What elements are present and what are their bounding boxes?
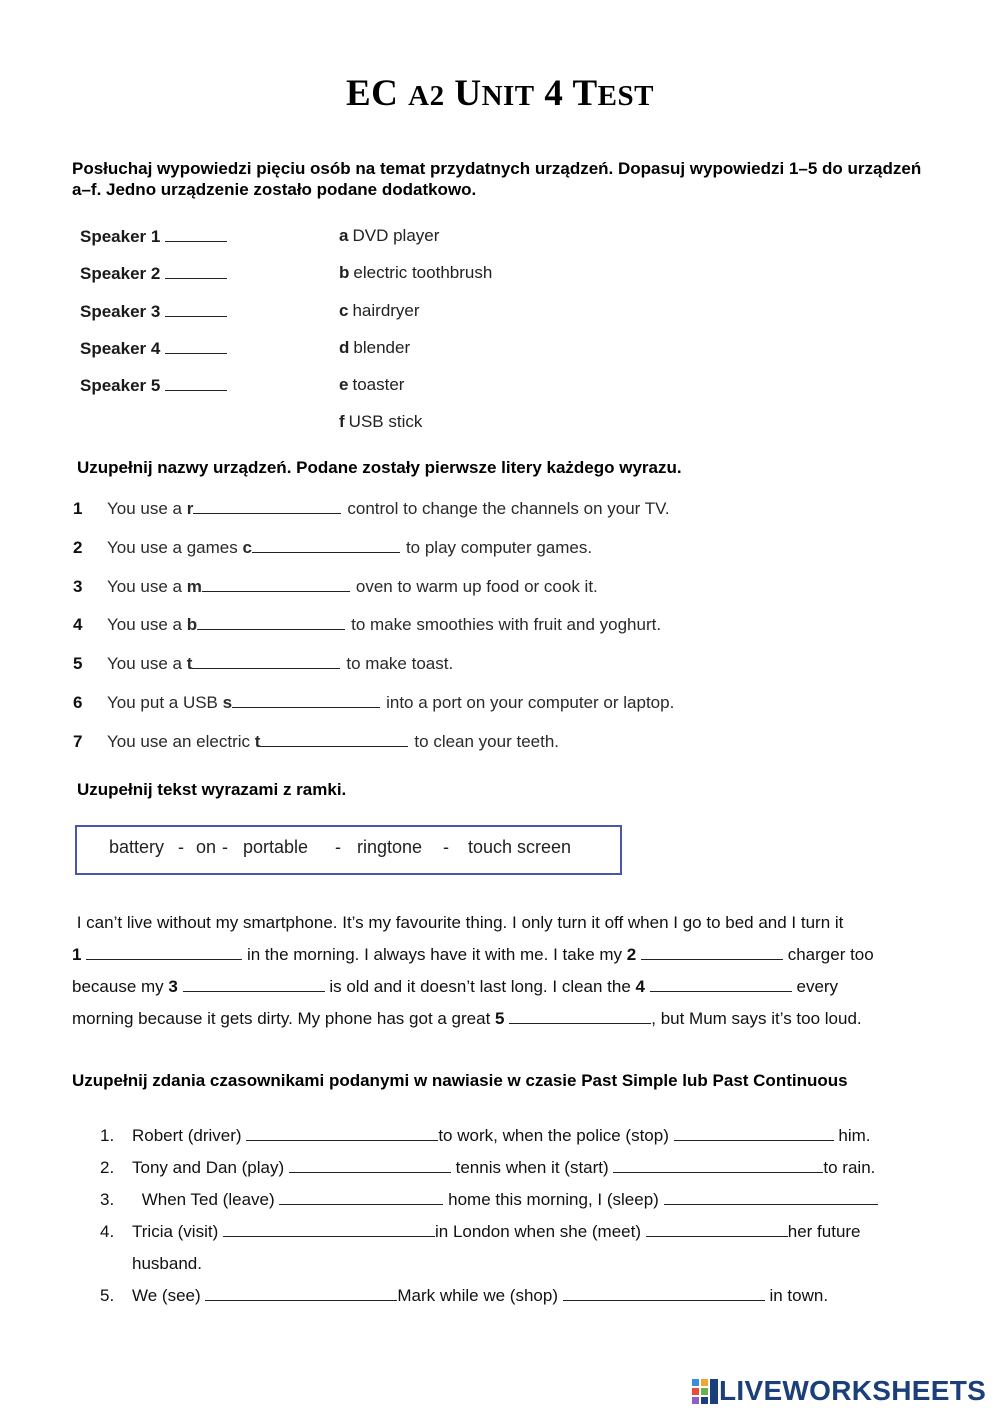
gap-number: 2 <box>626 945 637 964</box>
speaker-list <box>80 226 227 412</box>
title-part: EST <box>597 80 654 112</box>
answer-blank[interactable] <box>641 942 783 960</box>
box-separator: - <box>178 837 184 857</box>
item-post: to clean your teeth. <box>414 731 560 751</box>
section1-instruction: Posłuchaj wypowiedzi pięciu osób na temat przydatnych urządzeń. Dopasuj wypowiedzi 1–5 do urządzeń a–f. Jedno urządzenie zostało podane dodatkowo. <box>72 159 922 199</box>
answer-blank[interactable] <box>252 537 400 553</box>
option-letter: b <box>339 263 350 283</box>
answer-blank[interactable] <box>183 974 325 992</box>
option-text: electric toothbrush <box>353 263 493 283</box>
box-word: on <box>196 837 217 857</box>
item-number: 4. <box>100 1222 115 1241</box>
option-letter: c <box>339 300 349 320</box>
answer-blank[interactable] <box>279 1187 443 1205</box>
item-text: home this morning, I (sleep) <box>448 1190 659 1209</box>
item-letter: m <box>186 576 202 596</box>
title-part: A2 <box>408 80 445 112</box>
speaker-label: Speaker 1 <box>80 227 161 246</box>
section4-instruction: Uzupełnij zdania czasownikami podanymi w nawiasie w czasie Past Simple lub Past Continuous <box>72 1071 848 1090</box>
gap-item <box>73 498 674 537</box>
item-pre: You use a <box>107 576 187 596</box>
item-letter: r <box>186 499 194 518</box>
item-number: 1. <box>100 1126 115 1145</box>
verb-item <box>100 1248 878 1280</box>
text-line: charger too <box>787 945 874 964</box>
answer-blank[interactable] <box>165 263 227 279</box>
answer-blank[interactable] <box>86 942 242 960</box>
option-text: toaster <box>352 375 405 395</box>
liveworksheets-logo-icon <box>691 1377 719 1405</box>
item-post: control to change the channels on your TV. <box>347 499 670 518</box>
section2-instruction: Uzupełnij nazwy urządzeń. Podane zostały pierwsze litery każdego wyrazu. <box>77 458 682 477</box>
gap-number: 4 <box>635 977 646 996</box>
item-number: 2 <box>73 537 83 557</box>
speaker-row <box>80 375 227 412</box>
gap-number: 3 <box>168 977 178 996</box>
answer-blank[interactable] <box>613 1155 823 1173</box>
answer-blank[interactable] <box>197 614 345 630</box>
answer-blank[interactable] <box>509 1006 651 1024</box>
speaker-row <box>80 263 227 300</box>
answer-blank[interactable] <box>674 1123 834 1141</box>
answer-blank[interactable] <box>165 375 227 391</box>
title-part: EC <box>345 73 409 114</box>
text-line: is old and it doesn’t last long. I clean the <box>329 977 631 996</box>
answer-blank[interactable] <box>289 1155 451 1173</box>
item-text: Tony and Dan (play) <box>132 1158 285 1177</box>
item-post: to make toast. <box>346 654 454 674</box>
item-pre: You put a USB <box>107 692 223 712</box>
answer-blank[interactable] <box>193 498 341 514</box>
item-text: husband. <box>132 1254 202 1273</box>
item-text: to rain. <box>823 1158 876 1177</box>
item-pre: You use a <box>107 499 187 518</box>
option-letter: f <box>339 412 345 432</box>
title-part: NIT <box>481 80 535 112</box>
item-post: to play computer games. <box>405 537 593 557</box>
speaker-label: Speaker 5 <box>80 376 161 396</box>
answer-blank[interactable] <box>165 338 227 354</box>
item-number: 2. <box>100 1158 115 1177</box>
item-number: 6 <box>73 692 83 712</box>
option-item <box>339 375 492 412</box>
box-word: battery <box>109 837 165 857</box>
item-text: in town. <box>769 1286 829 1305</box>
answer-blank[interactable] <box>246 1123 438 1141</box>
item-letter: b <box>186 615 198 635</box>
item-post: into a port on your computer or laptop. <box>386 692 675 712</box>
verb-list <box>100 1120 878 1312</box>
text-line: in the morning. I always have it with me. I take my <box>246 945 623 964</box>
verb-item <box>100 1184 878 1216</box>
box-separator: - <box>443 837 449 857</box>
verb-item <box>100 1120 878 1152</box>
gap-item <box>73 692 674 731</box>
item-letter: c <box>242 537 252 557</box>
box-word: ringtone <box>357 837 423 857</box>
answer-blank[interactable] <box>232 692 380 708</box>
gap-number: 1 <box>72 945 82 964</box>
item-text: him. <box>838 1126 871 1145</box>
gap-item <box>73 537 674 576</box>
answer-blank[interactable] <box>563 1283 765 1301</box>
item-pre: You use an electric <box>107 731 255 751</box>
answer-blank[interactable] <box>260 731 408 747</box>
item-number: 5. <box>100 1286 115 1305</box>
text-line: because my <box>72 977 164 996</box>
speaker-row <box>80 226 227 263</box>
option-item <box>339 412 492 449</box>
item-pre: You use a games <box>107 537 243 557</box>
gap-item <box>73 614 674 653</box>
item-post: oven to warm up food or cook it. <box>355 576 598 596</box>
item-text: Robert (driver) <box>132 1126 242 1145</box>
option-text: USB stick <box>348 412 423 432</box>
option-letter: d <box>339 337 350 357</box>
item-post: to make smoothies with fruit and yoghurt. <box>351 615 662 635</box>
box-word: touch screen <box>468 837 572 857</box>
text-line: morning because it gets dirty. My phone has got a great <box>72 1009 491 1028</box>
option-item <box>339 338 492 375</box>
option-letter: a <box>339 226 349 245</box>
box-word: portable <box>243 837 309 857</box>
answer-blank[interactable] <box>650 974 792 992</box>
item-text: in London when she (meet) <box>434 1222 642 1241</box>
section3-text <box>72 907 932 1035</box>
option-text: hairdryer <box>352 300 420 320</box>
gap-item <box>73 576 674 615</box>
item-number: 7 <box>73 731 83 751</box>
answer-blank[interactable] <box>664 1187 878 1205</box>
item-number: 3. <box>100 1190 115 1209</box>
text-line: I can’t live without my smartphone. It’s my favourite thing. I only turn it off when I go to bed and I turn it <box>76 913 844 932</box>
answer-blank[interactable] <box>202 576 350 592</box>
gap-item <box>73 653 674 692</box>
item-text: to work, when the police (stop) <box>438 1126 669 1145</box>
speaker-label: Speaker 4 <box>80 338 161 358</box>
item-text: Tricia (visit) <box>132 1222 219 1241</box>
option-item <box>339 263 492 300</box>
answer-blank[interactable] <box>165 226 227 242</box>
option-item <box>339 226 492 263</box>
speaker-row <box>80 338 227 375</box>
item-pre: You use a <box>107 654 187 674</box>
liveworksheets-logo <box>691 1375 986 1405</box>
item-number: 1 <box>73 499 83 518</box>
item-text: When Ted (leave) <box>137 1190 275 1209</box>
box-separator: - <box>335 837 341 857</box>
verb-item <box>100 1216 878 1248</box>
gap-fill-list <box>73 498 674 770</box>
item-letter: t <box>254 731 261 751</box>
gap-item <box>73 731 674 770</box>
item-number: 3 <box>73 576 83 596</box>
section3-instruction: Uzupełnij tekst wyrazami z ramki. <box>77 780 347 799</box>
speaker-row <box>80 301 227 338</box>
title-part: U <box>444 73 482 114</box>
option-text: DVD player <box>352 226 440 245</box>
text-line: every <box>796 977 839 996</box>
item-text: tennis when it (start) <box>455 1158 609 1177</box>
answer-blank[interactable] <box>646 1219 788 1237</box>
item-letter: t <box>186 654 193 674</box>
answer-blank[interactable] <box>205 1283 397 1301</box>
verb-item <box>100 1152 878 1184</box>
option-item <box>339 301 492 338</box>
item-text: her future <box>787 1222 861 1241</box>
item-pre: You use a <box>107 615 187 635</box>
page-title <box>0 72 1000 115</box>
answer-blank[interactable] <box>223 1219 435 1237</box>
box-separator: - <box>222 837 228 857</box>
verb-item <box>100 1280 878 1312</box>
option-letter: e <box>339 375 349 395</box>
text-line: , but Mum says it’s too loud. <box>651 1009 862 1028</box>
logo-text: LIVEWORKSHEETS <box>719 1375 987 1406</box>
item-number: 5 <box>73 654 83 674</box>
item-number: 4 <box>73 615 83 635</box>
answer-blank[interactable] <box>165 301 227 317</box>
option-text: blender <box>353 337 411 357</box>
speaker-label: Speaker 2 <box>80 264 161 284</box>
word-box <box>75 825 622 875</box>
item-letter: s <box>222 692 233 712</box>
device-options <box>339 226 492 450</box>
title-part: 4 T <box>534 73 598 114</box>
speaker-label: Speaker 3 <box>80 301 161 321</box>
item-text: Mark while we (shop) <box>397 1286 558 1305</box>
answer-blank[interactable] <box>192 653 340 669</box>
item-text: We (see) <box>132 1286 201 1305</box>
gap-number: 5 <box>495 1009 505 1028</box>
